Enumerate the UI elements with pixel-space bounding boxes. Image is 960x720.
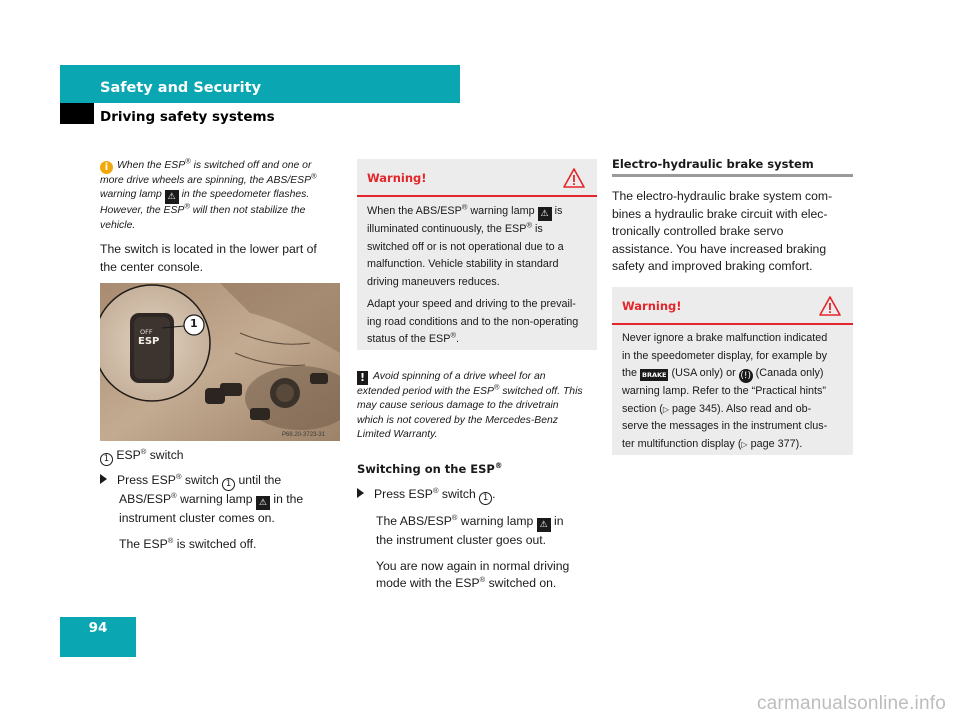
- center-console-illustration: [100, 283, 340, 441]
- brake-warning-box: [612, 287, 853, 455]
- callout-1-icon: 1: [100, 453, 113, 466]
- section-title: Safety and Security: [100, 80, 262, 96]
- esp-switch-photo: [100, 283, 340, 441]
- heading-rule: [612, 174, 853, 177]
- page-number: 94: [88, 620, 108, 636]
- warning-title: Warning!: [622, 299, 682, 313]
- info-icon: i: [100, 161, 113, 174]
- subsection-title: Driving safety systems: [100, 109, 275, 125]
- switch-location-text: The switch is located in the lower part of the center console.: [100, 242, 317, 274]
- esp-button-label: ESP: [138, 336, 160, 347]
- brake-lamp-icon: BRAKE: [642, 371, 667, 379]
- esp-warning-box: [357, 159, 597, 350]
- warning-header: [357, 159, 597, 197]
- step-arrow-icon: [357, 488, 364, 498]
- warning-triangle-icon: [819, 296, 841, 316]
- photo-legend: 1 ESP® switch: [100, 447, 345, 466]
- canada-brake-lamp-icon: (!): [740, 371, 751, 381]
- step-arrow-icon: [100, 474, 107, 484]
- watermark: carmanualsonline.info: [756, 693, 946, 714]
- brake-system-text: The electro-hydraulic brake system com- bines a hydraulic brake circuit with elec- tronically controlled brake servo assistance. You have increased braking safety and improved braking comfort.: [612, 189, 833, 273]
- callout-1-icon: 1: [222, 478, 235, 491]
- brake-system-heading: Electro-hydraulic brake system: [612, 157, 814, 171]
- warning-header: [612, 287, 853, 325]
- switch-off-step: Press ESP® switch 1 until the ABS/ESP® warning lamp ⚠ in the instrument cluster comes on. The ESP® is switched off.: [100, 472, 350, 553]
- callout-1-icon: 1: [479, 492, 492, 505]
- warning-title: Warning!: [367, 171, 427, 185]
- warning-body: When the ABS/ESP® warning lamp ⚠ is illuminated continuously, the ESP® is switched off or is not operational due to a malfunction. Vehicle stability in standard driving maneuvers reduces. Adapt your speed and driving to the prevail- ing road conditions and to the non-operating status of the ESP®.: [367, 202, 579, 345]
- esp-warning-lamp-icon: ⚠: [256, 496, 270, 510]
- esp-button-off-label: OFF: [140, 328, 153, 336]
- esp-warning-lamp-icon: ⚠: [538, 207, 552, 221]
- photo-callout-1: 1: [190, 317, 198, 330]
- photo-code: P68.20-3723-31: [282, 432, 326, 438]
- esp-warning-lamp-icon: ⚠: [537, 518, 551, 532]
- info-note: i When the ESP® is switched off and one or more drive wheels are spinning, the ABS/ESP® warning lamp ⚠ in the speedometer flashes. However, the ESP® will then not stabilize the vehicle.: [100, 156, 317, 231]
- exclamation-icon: !: [357, 371, 368, 385]
- subsection-marker: [60, 103, 94, 124]
- switch-on-step: Press ESP® switch 1 . The ABS/ESP® warning lamp ⚠ in the instrument cluster goes out. You are now again in normal driving mode with the ESP® switched on.: [357, 486, 602, 593]
- caution-note: ! Avoid spinning of a drive wheel for an extended period with the ESP® switched off. This may cause serious damage to the drivetrain which is not covered by the Mercedes-Benz Limited Warranty.: [357, 371, 583, 441]
- switching-on-heading: Switching on the ESP®: [357, 461, 503, 476]
- page-ref-icon: ▷: [662, 404, 669, 414]
- warning-body: Never ignore a brake malfunction indicated in the speedometer display, for example by the BRAKE (USA only) or (!) (Canada only) warning lamp. Refer to the “Practical hints” section (▷ page 345). Also read and ob- serve the messages in the instrument clus- ter multifunction display (▷ page 377).: [622, 332, 828, 450]
- warning-triangle-icon: [563, 168, 585, 188]
- page-ref-icon: ▷: [741, 439, 748, 449]
- esp-warning-lamp-icon: ⚠: [165, 190, 179, 204]
